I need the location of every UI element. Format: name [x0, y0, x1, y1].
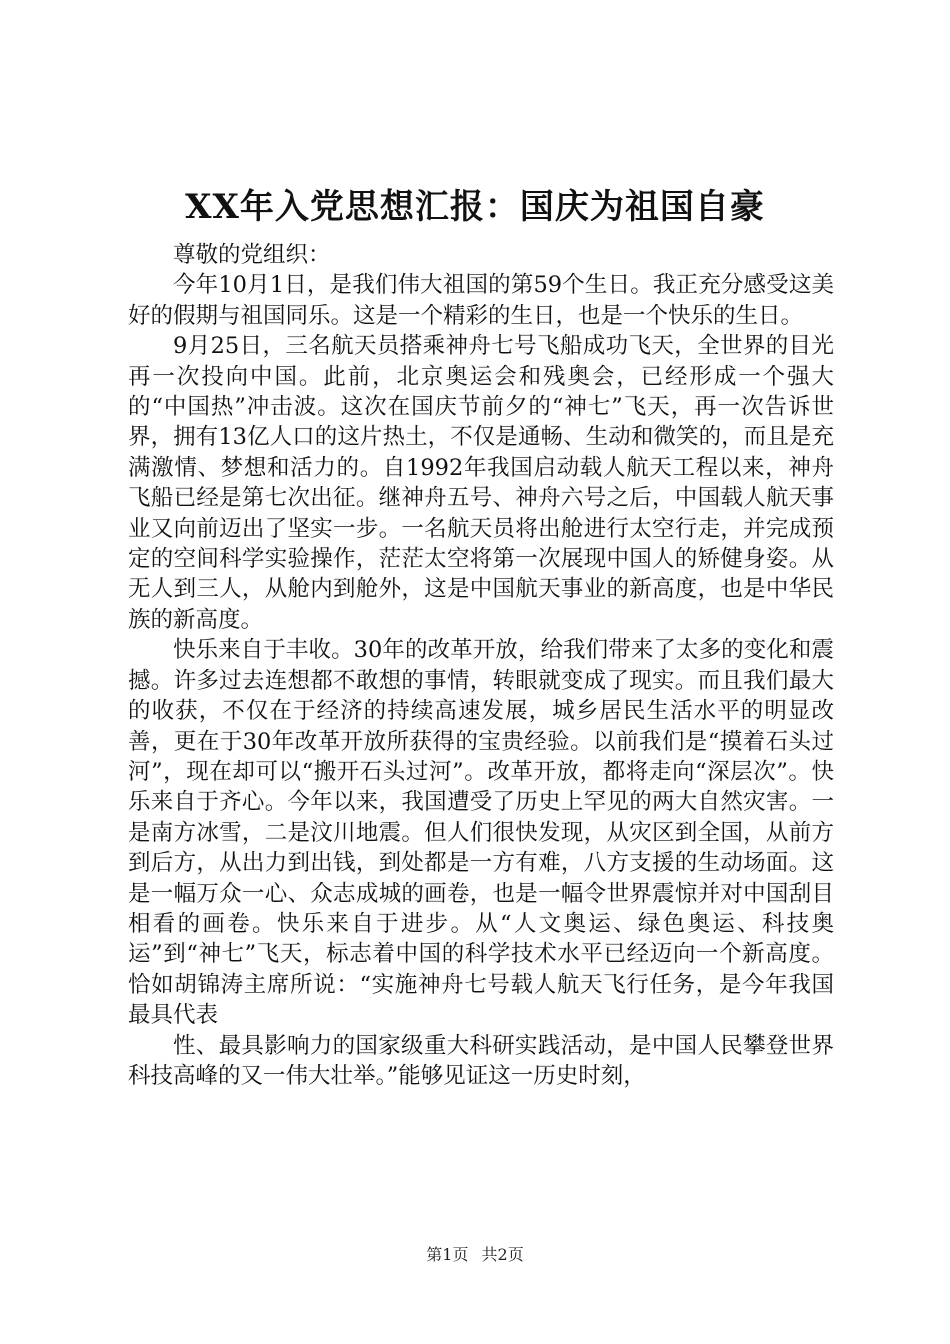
- paragraph: 9月25日，三名航天员搭乘神舟七号飞船成功飞天，全世界的目光再一次投向中国。此前，北京奥运会和残奥会，已经形成一个强大的“中国热”冲击波。这次在国庆节前夕的“神七”飞天，再一次告诉世界，拥有13亿人口的这片热土，不仅是通畅、生动和微笑的，而且是充满激情、梦想和活力的。自1992年我国启动载人航天工程以来，神舟飞船已经是第七次出征。继神舟五号、神舟六号之后，中国载人航天事业又向前迈出了坚实一步。一名航天员将出舱进行太空行走，并完成预定的空间科学实验操作，茫茫太空将第一次展现中国人的矫健身姿。从无人到三人，从舱内到舱外，这是中国航天事业的新高度，也是中华民族的新高度。: [128, 333, 834, 633]
- document-title: XX年入党思想汇报：国庆为祖国自豪: [185, 187, 765, 227]
- page-total: 共2页: [481, 1245, 524, 1264]
- paragraph: 性、最具影响力的国家级重大科研实践活动，是中国人民攀登世界科技高峰的又一伟大壮举。”能够见证这一历史时刻，: [128, 1032, 834, 1089]
- salutation: 尊敬的党组织：: [173, 242, 331, 268]
- page-number: 第1页: [426, 1245, 469, 1264]
- paragraph: 快乐来自于丰收。30年的改革开放，给我们带来了太多的变化和震撼。许多过去连想都不敢想的事情，转眼就变成了现实。而且我们最大的收获，不仅在于经济的持续高速发展，城乡居民生活水平的明显改善，更在于30年改革开放所获得的宝贵经验。以前我们是“摸着石头过河”，现在却可以“搬开石头过河”。改革开放，都将走向“深层次”。快乐来自于齐心。今年以来，我国遭受了历史上罕见的两大自然灾害。一是南方冰雪，二是汶川地震。但人们很快发现，从灾区到全国，从前方到后方，从出力到出钱，到处都是一方有难，八方支援的生动场面。这是一幅万众一心、众志成城的画卷，也是一幅令世界震惊并对中国刮目相看的画卷。快乐来自于进步。从“人文奥运、绿色奥运、科技奥运”到“神七”飞天，标志着中国的科学技术水平已经迈向一个新高度。恰如胡锦涛主席所说：“实施神舟七号载人航天飞行任务，是今年我国最具代表: [128, 637, 834, 1029]
- document-body: [128, 240, 834, 1091]
- paragraph: 今年10月1日，是我们伟大祖国的第59个生日。我正充分感受这美好的假期与祖国同乐。这是一个精彩的生日，也是一个快乐的生日。: [128, 272, 834, 329]
- page-footer: [0, 1244, 950, 1266]
